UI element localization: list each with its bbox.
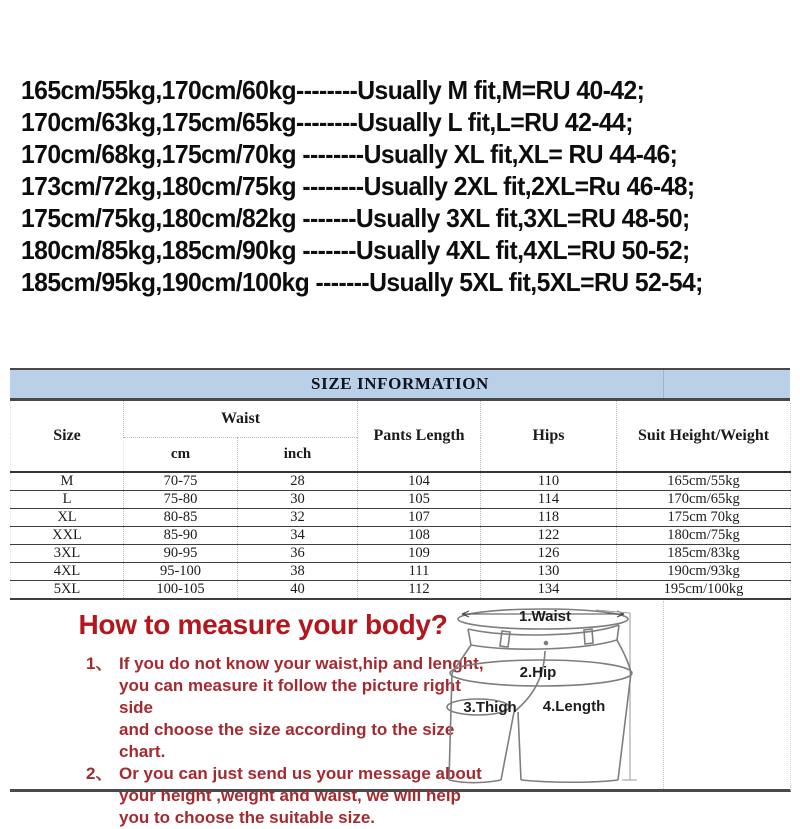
table-row [11,581,791,600]
cell-hips: 114 [481,491,617,509]
cell-suit: 180cm/75kg [617,527,791,545]
cell-size: XXL [11,527,124,545]
item-number: 1、 [86,654,113,673]
col-header-waist-inch: inch [238,438,358,473]
instruction-line: and choose the size according to the size chart. [119,720,455,761]
col-header-size: Size [11,401,124,472]
cell-waist-inch: 30 [238,491,358,509]
section-divider [663,601,664,789]
cell-size: 3XL [11,545,124,563]
pants-diagram [438,599,653,789]
cell-waist-cm: 100-105 [124,581,238,600]
measure-section [10,601,791,827]
cell-waist-cm: 70-75 [124,472,238,491]
fit-guide [21,74,739,298]
fit-guide-line: 175cm/75kg,180cm/82kg -------Usually 3XL fit,3XL=RU 48-50; [21,203,690,233]
measure-item-2 [86,763,486,829]
title-bar-divider [663,370,664,398]
cell-size: 4XL [11,563,124,581]
cell-waist-inch: 32 [238,509,358,527]
cell-waist-cm: 95-100 [124,563,238,581]
col-header-hips: Hips [481,401,617,472]
fit-guide-line: 165cm/55kg,170cm/60kg--------Usually M fit,M=RU 40-42; [21,75,645,105]
instruction-line: you can measure it follow the picture right side [119,676,461,717]
instruction-line: you to choose the suitable size. [119,808,375,827]
cell-hips: 110 [481,472,617,491]
cell-waist-inch: 40 [238,581,358,600]
cell-hips: 122 [481,527,617,545]
cell-pants-length: 109 [358,545,481,563]
cell-size: 5XL [11,581,124,600]
fit-guide-line: 180cm/85kg,185cm/90kg -------Usually 4XL fit,4XL=RU 50-52; [21,235,690,265]
cell-suit: 175cm 70kg [617,509,791,527]
cell-suit: 185cm/83kg [617,545,791,563]
cell-waist-inch: 34 [238,527,358,545]
cell-suit: 170cm/65kg [617,491,791,509]
cell-waist-cm: 80-85 [124,509,238,527]
cell-pants-length: 111 [358,563,481,581]
cell-pants-length: 104 [358,472,481,491]
cell-pants-length: 107 [358,509,481,527]
fit-guide-line: 170cm/68kg,175cm/70kg --------Usually XL fit,XL= RU 44-46; [21,139,678,169]
label-length: 4.Length [542,698,606,715]
cell-hips: 118 [481,509,617,527]
cell-waist-cm: 75-80 [124,491,238,509]
size-table-title-bar [10,368,790,401]
cell-suit: 190cm/93kg [617,563,791,581]
col-header-pants-length: Pants Length [358,401,481,472]
col-header-waist: Waist [124,401,358,438]
cell-pants-length: 108 [358,527,481,545]
measure-item-1 [86,653,486,763]
cell-hips: 134 [481,581,617,600]
cell-size: XL [11,509,124,527]
size-table-grid [10,401,791,600]
cell-hips: 130 [481,563,617,581]
cell-waist-inch: 28 [238,472,358,491]
fit-guide-line: 170cm/63kg,175cm/65kg--------Usually L fit,L=RU 42-44; [21,107,633,137]
cell-pants-length: 105 [358,491,481,509]
size-table [10,368,790,600]
label-hip: 2.Hip [519,664,557,681]
cell-pants-length: 112 [358,581,481,600]
instruction-line: Or you can just send us your message about [119,764,482,783]
measure-instructions [86,653,486,829]
cell-size: M [11,472,124,491]
size-table-title: SIZE INFORMATION [311,374,489,393]
table-row [11,509,791,527]
table-row [11,491,791,509]
cell-hips: 126 [481,545,617,563]
cell-waist-inch: 38 [238,563,358,581]
fit-guide-line: 173cm/72kg,180cm/75kg --------Usually 2XL fit,2XL=Ru 46-48; [21,171,695,201]
table-row [11,527,791,545]
table-row [11,563,791,581]
instruction-line: your height ,weight and waist, we will help [119,786,461,805]
fit-guide-line: 185cm/95kg,190cm/100kg -------Usually 5XL fit,5XL=RU 52-54; [21,267,703,297]
cell-waist-cm: 85-90 [124,527,238,545]
col-header-suit: Suit Height/Weight [617,401,791,472]
cell-waist-inch: 36 [238,545,358,563]
label-waist: 1.Waist [519,608,571,625]
cell-suit: 195cm/100kg [617,581,791,600]
table-row [11,545,791,563]
col-header-waist-cm: cm [124,438,238,473]
table-row [11,472,791,491]
cell-waist-cm: 90-95 [124,545,238,563]
instruction-line: If you do not know your waist,hip and lenght, [119,654,484,673]
cell-size: L [11,491,124,509]
item-number: 2、 [86,764,113,783]
measure-heading: How to measure your body? [78,609,448,640]
label-thigh: 3.Thigh [463,699,517,716]
cell-suit: 165cm/55kg [617,472,791,491]
